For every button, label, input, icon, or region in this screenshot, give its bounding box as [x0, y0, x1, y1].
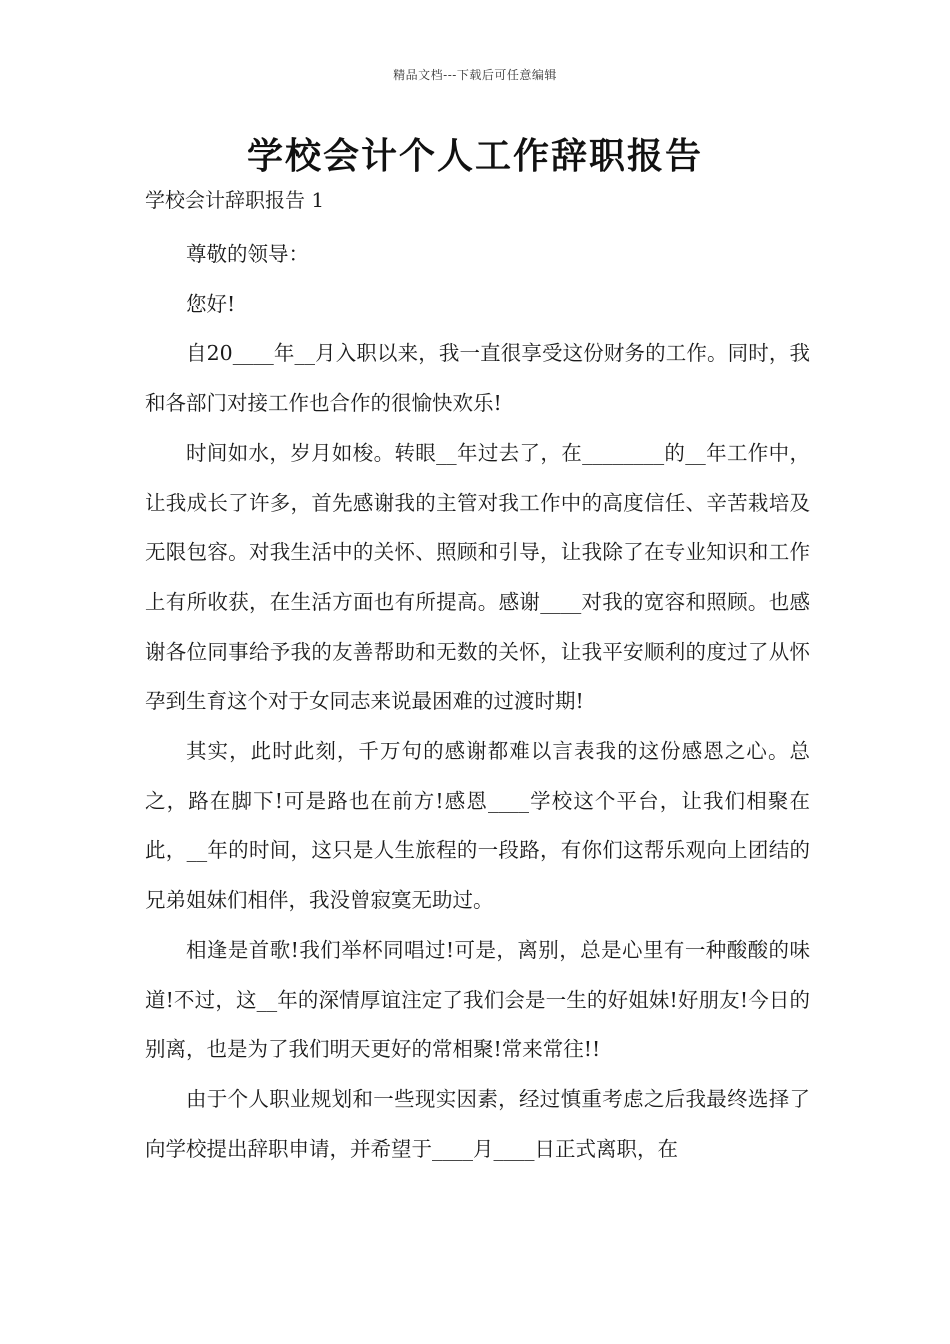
paragraph-gratitude: 时间如水，岁月如梭。转眼__年过去了，在________的__年工作中，让我成长了许多，首先感谢我的主管对我工作中的高度信任、辛苦栽培及无限包容。对我生活中的关怀、照顾和引导，让我除了在专业知识和工作上有所收获，在生活方面也有所提高。感谢____对我的宽容和照顾。也感谢各位同事给予我的友善帮助和无数的关怀，让我平安顺利的度过了从怀孕到生育这个对于女同志来说最困难的过渡时期! — [145, 440, 810, 714]
document-body — [145, 182, 810, 1174]
paragraph-thanks: 其实，此时此刻，千万句的感谢都难以言表我的这份感恩之心。总之，路在脚下!可是路也在前方!感恩____学校这个平台，让我们相聚在此，__年的时间，这只是人生旅程的一段路，有你们这帮乐观向上团结的兄弟姐妹们相伴，我没曾寂寞无助过。 — [145, 739, 810, 913]
paragraph-resignation: 由于个人职业规划和一些现实因素，经过慎重考虑之后我最终选择了向学校提出辞职申请，并希望于____月____日正式离职，在 — [145, 1086, 810, 1161]
paragraph-intro: 自20____年__月入职以来，我一直很享受这份财务的工作。同时，我和各部门对接工作也合作的很愉快欢乐! — [145, 341, 810, 416]
salutation: 尊敬的领导： — [186, 242, 309, 266]
document-subtitle: 学校会计辞职报告 1 — [145, 188, 325, 212]
document-title: 学校会计个人工作辞职报告 — [246, 135, 703, 177]
greeting: 您好! — [186, 291, 236, 316]
header-note: 精品文档---下载后可任意编辑 — [393, 68, 557, 82]
paragraph-farewell: 相逢是首歌!我们举杯同唱过!可是，离别，总是心里有一种酸酸的味道!不过，这__年的深情厚谊注定了我们会是一生的好姐妹!好朋友!今日的别离，也是为了我们明天更好的常相聚!常来常往!! — [145, 937, 810, 1062]
